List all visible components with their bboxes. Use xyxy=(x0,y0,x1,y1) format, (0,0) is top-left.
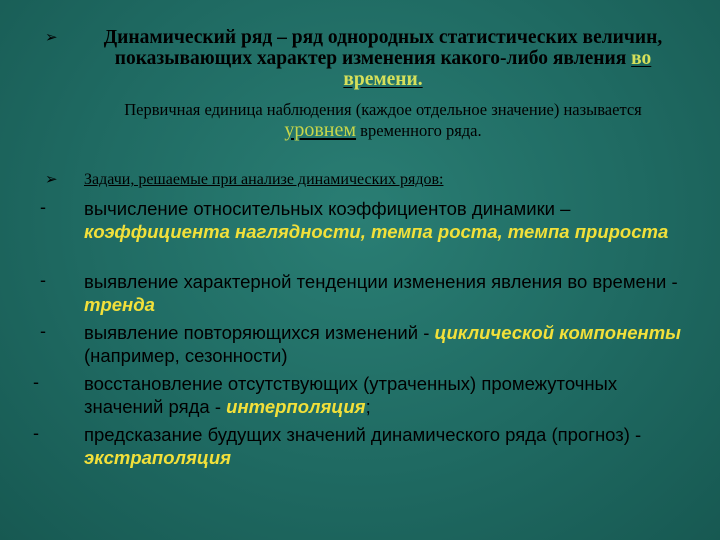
dash-bullet: - xyxy=(33,372,39,392)
slide-title xyxy=(88,27,678,90)
arrow-bullet-icon: ➢ xyxy=(45,28,58,46)
item-text xyxy=(84,423,684,469)
subtitle-text-after: временного ряда. xyxy=(356,121,482,140)
title-text: Динамический ряд – ряд однородных статистических величин, показывающих характер изменения какого-либо явления xyxy=(103,27,663,69)
item-text-plain: выявление характерной тенденции изменения явления во времени - xyxy=(84,271,678,292)
tasks-heading: Задачи, решаемые при анализе динамических рядов: xyxy=(84,171,444,188)
subtitle-text: Первичная единица наблюдения (каждое отдельное значение) называется xyxy=(124,100,642,119)
dash-bullet: - xyxy=(40,197,46,217)
item-highlight: циклической компоненты xyxy=(434,322,681,343)
item-highlight: тренда xyxy=(84,294,155,315)
item-text xyxy=(84,372,684,418)
dash-bullet: - xyxy=(33,423,39,443)
subtitle xyxy=(88,99,678,141)
subtitle-highlight: уровнем xyxy=(284,119,357,141)
item-text-plain: предсказание будущих значений динамического ряда (прогноз) - xyxy=(84,424,642,445)
item-text-after: (например, сезонности) xyxy=(84,345,288,366)
arrow-bullet-icon: ➢ xyxy=(45,170,58,188)
item-highlight: экстраполяция xyxy=(84,447,232,468)
item-text xyxy=(84,321,684,367)
dash-bullet: - xyxy=(40,270,46,290)
item-text xyxy=(84,197,684,243)
item-text-plain: выявление повторяющихся изменений - xyxy=(84,322,435,343)
item-text-plain: вычисление относительных коэффициентов динамики – xyxy=(84,198,571,219)
item-text-plain: восстановление отсутствующих (утраченных) промежуточных значений ряда - xyxy=(84,373,618,417)
dash-bullet: - xyxy=(40,321,46,341)
item-highlight: коэффициента наглядности, темпа роста, темпа прироста xyxy=(84,221,669,242)
title-highlight: во времени. xyxy=(343,48,652,90)
item-highlight: интерполяция xyxy=(226,396,366,417)
item-text-after: ; xyxy=(365,396,371,417)
item-text xyxy=(84,270,684,316)
